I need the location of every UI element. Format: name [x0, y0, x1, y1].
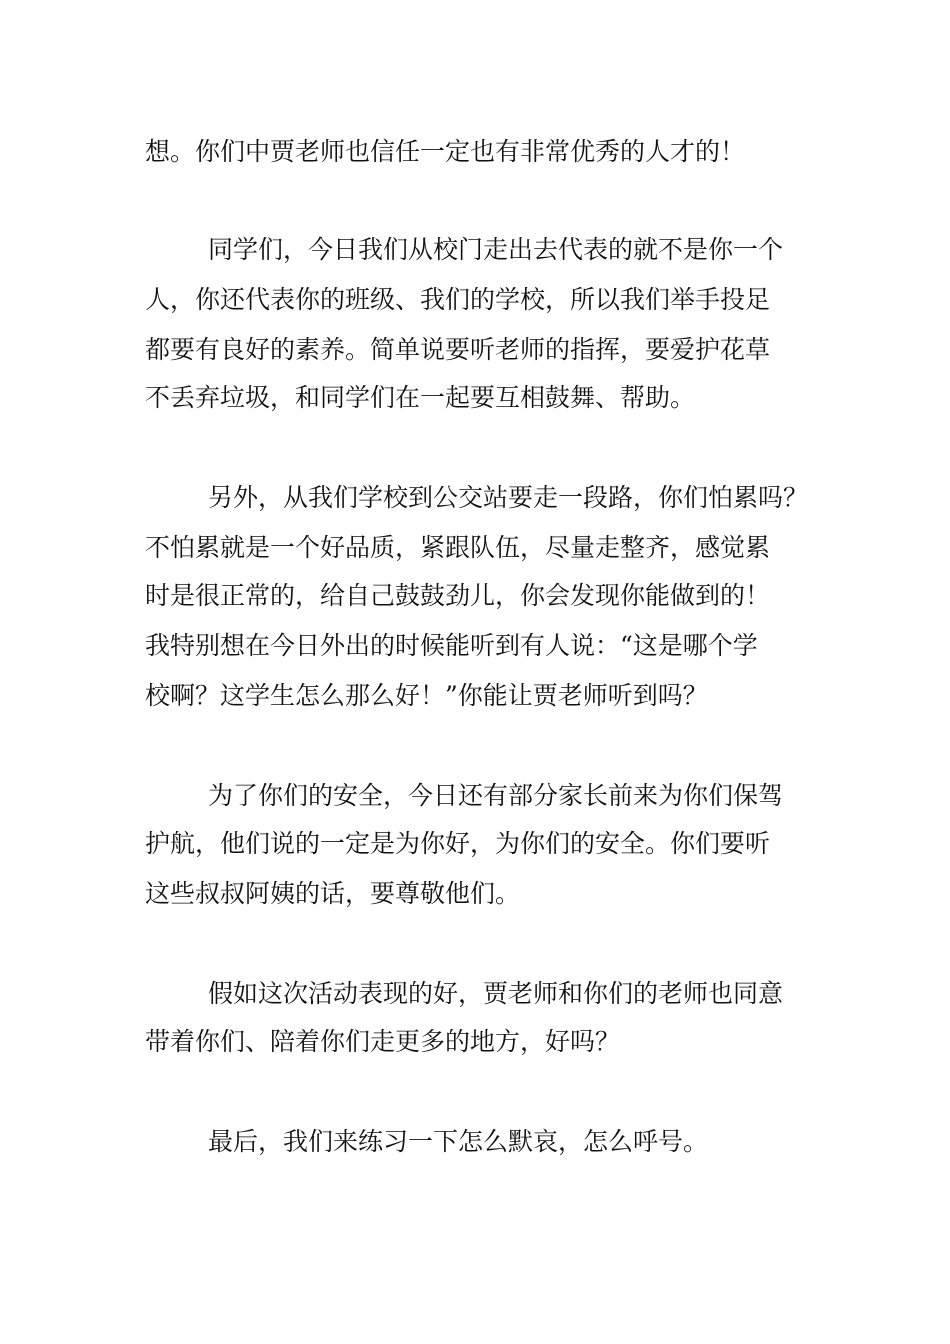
paragraph-line: 这些叔叔阿姨的话，要尊敬他们。: [145, 879, 521, 908]
paragraph-line: 同学们，今日我们从校门走出去代表的就不是你一个: [208, 235, 784, 264]
paragraph-line: 带着你们、陪着你们走更多的地方，好吗？: [145, 1027, 621, 1056]
paragraph-line: 不丢弃垃圾，和同学们在一起要互相鼓舞、帮助。: [145, 383, 696, 412]
paragraph-line: 假如这次活动表现的好，贾老师和你们的老师也同意: [208, 979, 784, 1008]
paragraph-line: 都要有良好的素养。简单说要听老师的指挥，要爱护花草: [145, 335, 771, 364]
paragraph-line: 不怕累就是一个好品质，紧跟队伍，尽量走整齐，感觉累: [145, 533, 771, 562]
paragraph-line: 校啊？这学生怎么那么好！”你能让贾老师听到吗？: [145, 681, 708, 710]
paragraph-line: 时是很正常的，给自己鼓鼓劲儿，你会发现你能做到的！: [145, 581, 771, 610]
paragraph-line: 最后，我们来练习一下怎么默哀，怎么呼号。: [208, 1127, 709, 1156]
paragraph-line: 另外，从我们学校到公交站要走一段路，你们怕累吗？: [208, 483, 809, 512]
paragraph-line: 护航，他们说的一定是为你好，为你们的安全。你们要听: [145, 829, 771, 858]
paragraph-line: 想。你们中贾老师也信任一定也有非常优秀的人才的！: [145, 137, 746, 166]
paragraph-line: 人，你还代表你的班级、我们的学校，所以我们举手投足: [145, 285, 771, 314]
paragraph-line: 我特别想在今日外出的时候能听到有人说：“这是哪个学: [145, 631, 758, 660]
paragraph-line: 为了你们的安全，今日还有部分家长前来为你们保驾: [208, 781, 784, 810]
